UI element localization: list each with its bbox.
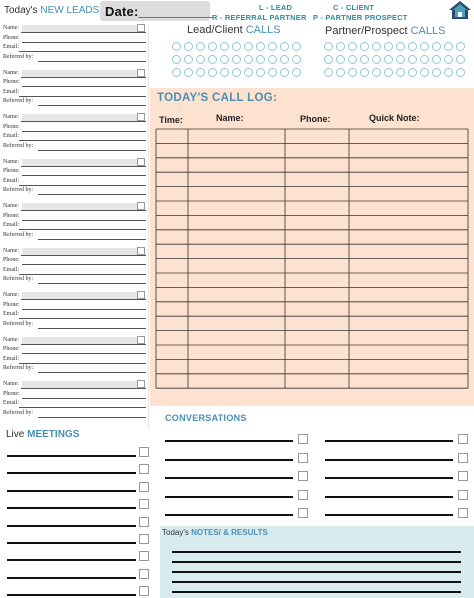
legend-lead: L - LEAD [259,3,293,12]
lead-field-label: Phone: [3,301,20,308]
call-circle[interactable] [244,55,253,64]
meetings-accent: MEETINGS [27,429,80,440]
notes-line[interactable] [172,571,461,573]
meeting-line[interactable] [7,525,136,527]
lead-entry [0,248,148,292]
lead-field-label: Phone: [3,257,20,263]
lead-type-checkbox[interactable] [137,113,145,121]
call-circle[interactable] [372,42,381,51]
call-circle[interactable] [256,68,265,77]
col-time: Time: [159,115,183,125]
call-circle[interactable] [348,55,357,64]
col-quick-note: Quick Note: [369,113,420,123]
lead-type-checkbox[interactable] [137,247,145,255]
conversation-line[interactable] [325,496,453,498]
notes-line[interactable] [172,551,461,553]
lead-field-line[interactable] [22,131,146,132]
call-circle[interactable] [456,68,465,77]
lead-field-label: Phone: [3,79,20,85]
lead-name-highlight [22,70,137,77]
conversation-line[interactable] [165,440,293,442]
house-icon [448,0,472,20]
lead-type-checkbox[interactable] [137,69,145,77]
call-circle[interactable] [336,42,345,51]
call-circle[interactable] [172,42,181,51]
call-circle[interactable] [384,68,393,77]
meeting-checkbox[interactable] [139,551,149,561]
call-circle[interactable] [280,68,289,77]
lead-field-label: Email: [3,400,19,406]
lead-field-label: Referred by: [3,53,34,60]
lead-field-label: Referred by: [3,187,34,193]
meeting-line[interactable] [7,559,136,561]
new-leads-title [4,5,99,16]
meetings-prefix: Live [6,429,25,440]
lead-name-highlight [22,337,137,344]
lead-field-label: Phone: [3,168,20,174]
lead-field-label: Name: [3,158,19,165]
call-circle[interactable] [432,68,441,77]
call-circle[interactable] [444,68,453,77]
meeting-checkbox[interactable] [139,482,149,492]
notes-title [162,528,268,537]
call-circle[interactable] [172,68,181,77]
conversation-line[interactable] [165,459,293,461]
lead-name-highlight [22,114,137,121]
lead-field-line[interactable] [21,121,146,122]
lead-client-calls-accent: CALLS [245,24,281,36]
lead-field-label: Name: [3,69,19,76]
lead-entry [0,337,148,381]
call-circle[interactable] [268,68,277,77]
meeting-checkbox[interactable] [139,586,149,596]
call-circle[interactable] [384,55,393,64]
lead-field-line[interactable] [38,61,146,62]
lead-field-line[interactable] [19,363,146,364]
call-circle[interactable] [348,68,357,77]
meeting-checkbox[interactable] [139,499,149,509]
meeting-checkbox[interactable] [139,447,149,457]
lead-field-line[interactable] [22,220,146,221]
call-circle[interactable] [280,42,289,51]
call-circle[interactable] [220,42,229,51]
lead-field-label: Phone: [3,390,20,397]
lead-field-line[interactable] [21,32,146,33]
call-circle[interactable] [292,55,301,64]
call-circle[interactable] [360,42,369,51]
lead-type-checkbox[interactable] [137,336,145,344]
lead-field-label: Email: [3,133,19,139]
lead-client-calls-prefix: Lead/Client [187,24,243,36]
call-circle[interactable] [372,68,381,77]
call-circle[interactable] [184,68,193,77]
lead-entry [0,25,148,69]
lead-field-line[interactable] [19,274,146,275]
call-log-title: TODAY'S CALL LOG: [157,92,278,104]
lead-field-line[interactable] [21,388,146,389]
lead-field-line[interactable] [22,398,146,399]
col-phone: Phone: [300,114,331,124]
conversation-checkbox[interactable] [298,508,308,518]
lead-field-label: Name: [3,292,19,298]
lead-entry [0,70,148,114]
lead-field-label: Email: [3,311,19,317]
lead-field-line[interactable] [21,255,146,256]
lead-field-line[interactable] [38,150,146,151]
call-circle[interactable] [220,68,229,77]
call-circle[interactable] [360,55,369,64]
call-circle[interactable] [324,42,333,51]
lead-field-line[interactable] [19,185,146,186]
conversation-line[interactable] [165,477,293,479]
lead-field-line[interactable] [38,283,146,284]
lead-field-line[interactable] [21,210,146,211]
call-circle[interactable] [184,55,193,64]
conversation-line[interactable] [325,477,453,479]
call-circle[interactable] [348,42,357,51]
lead-field-label: Referred by: [3,409,34,416]
notes-line[interactable] [172,581,461,583]
lead-type-checkbox[interactable] [137,380,145,388]
call-circle[interactable] [444,42,453,51]
lead-field-line[interactable] [38,417,146,418]
call-circle[interactable] [220,55,229,64]
lead-field-label: Phone: [3,123,20,130]
lead-field-line[interactable] [38,239,146,240]
col-name: Name: [216,113,244,123]
lead-type-checkbox[interactable] [137,24,145,32]
meetings-title [6,429,79,440]
call-circle[interactable] [324,68,333,77]
meeting-checkbox[interactable] [139,464,149,474]
lead-field-label: Referred by: [3,276,34,282]
call-circle[interactable] [336,55,345,64]
call-circle[interactable] [396,68,405,77]
meeting-line[interactable] [7,455,136,457]
call-circle[interactable] [408,68,417,77]
legend-partner-prospect: P - PARTNER PROSPECT [313,13,408,22]
date-label: Date:__________ [105,4,213,19]
lead-field-label: Referred by: [3,320,34,327]
call-circle[interactable] [196,68,205,77]
call-circle[interactable] [408,55,417,64]
lead-field-label: Name: [3,336,19,343]
lead-field-label: Name: [3,247,19,254]
lead-entry [0,381,148,425]
conversation-line[interactable] [165,514,293,516]
call-log-grid[interactable] [150,128,474,397]
call-circle[interactable] [456,55,465,64]
call-circle[interactable] [256,42,265,51]
call-circle[interactable] [420,42,429,51]
notes-line[interactable] [172,591,461,593]
lead-field-label: Email: [3,266,19,273]
lead-field-line[interactable] [38,105,146,106]
lead-field-line[interactable] [19,96,146,97]
notes-accent: NOTES/ & RESULTS [191,528,268,537]
lead-type-checkbox[interactable] [137,291,145,299]
conversation-checkbox[interactable] [458,508,468,518]
lead-field-label: Referred by: [3,365,34,371]
call-circle[interactable] [456,42,465,51]
conversation-checkbox[interactable] [458,490,468,500]
call-circle[interactable] [372,55,381,64]
lead-field-label: Email: [3,177,19,184]
lead-entry [0,292,148,336]
conversation-checkbox[interactable] [298,434,308,444]
conversation-checkbox[interactable] [458,453,468,463]
meeting-line[interactable] [7,507,136,509]
call-circle[interactable] [208,55,217,64]
call-circle[interactable] [336,68,345,77]
lead-field-label: Email: [3,355,19,362]
call-circle[interactable] [396,42,405,51]
lead-field-line[interactable] [38,194,146,195]
lead-field-label: Email: [3,44,19,50]
conversation-checkbox[interactable] [458,471,468,481]
lead-field-line[interactable] [22,353,146,354]
lead-name-highlight [22,25,137,32]
lead-field-line[interactable] [19,51,146,52]
lead-field-line[interactable] [19,407,146,408]
call-circle[interactable] [208,68,217,77]
call-circle[interactable] [232,68,241,77]
meeting-checkbox[interactable] [139,517,149,527]
conversation-line[interactable] [325,514,453,516]
call-circle[interactable] [444,55,453,64]
call-circle[interactable] [384,42,393,51]
lead-type-checkbox[interactable] [137,202,145,210]
lead-name-highlight [22,159,137,166]
conversation-checkbox[interactable] [298,490,308,500]
legend-referral-partner: R - REFERRAL PARTNER [212,13,307,22]
call-circle[interactable] [232,42,241,51]
conversation-checkbox[interactable] [458,434,468,444]
call-circle[interactable] [232,55,241,64]
lead-field-line[interactable] [22,175,146,176]
lead-field-label: Name: [3,381,19,387]
conversation-line[interactable] [325,440,453,442]
conversation-line[interactable] [325,459,453,461]
call-circle[interactable] [292,68,301,77]
lead-field-label: Name: [3,203,19,209]
call-circle[interactable] [420,68,429,77]
call-circle[interactable] [420,55,429,64]
conversations-title: CONVERSATIONS [165,413,247,423]
call-circle[interactable] [256,55,265,64]
lead-field-label: Email: [3,88,19,95]
call-circle[interactable] [244,42,253,51]
partner-calls-prefix: Partner/Prospect [325,25,408,37]
lead-field-label: Referred by: [3,142,34,149]
lead-name-highlight [22,292,137,299]
lead-name-highlight [22,203,137,210]
lead-field-line[interactable] [22,86,146,87]
call-circle[interactable] [280,55,289,64]
meeting-line[interactable] [7,542,136,544]
lead-field-label: Email: [3,222,19,228]
lead-field-line[interactable] [21,344,146,345]
lead-type-checkbox[interactable] [137,158,145,166]
meeting-line[interactable] [7,577,136,579]
call-circle[interactable] [360,68,369,77]
new-leads-accent: NEW LEADS [40,5,100,16]
call-circle[interactable] [432,55,441,64]
lead-field-line[interactable] [22,309,146,310]
column-divider [148,24,149,430]
conversation-checkbox[interactable] [298,453,308,463]
meeting-line[interactable] [7,472,136,474]
lead-field-line[interactable] [19,140,146,141]
call-circle[interactable] [292,42,301,51]
call-circle[interactable] [408,42,417,51]
meeting-checkbox[interactable] [139,534,149,544]
lead-field-label: Name: [3,114,19,120]
lead-field-line[interactable] [19,229,146,230]
lead-field-line[interactable] [22,264,146,265]
lead-name-highlight [22,248,137,255]
lead-field-label: Name: [3,25,19,31]
meeting-line[interactable] [7,490,136,492]
call-circle[interactable] [268,42,277,51]
lead-field-line[interactable] [38,372,146,373]
partner-calls-accent: CALLS [410,25,446,37]
legend-client: C - CLIENT [333,3,375,12]
call-circle[interactable] [184,42,193,51]
lead-field-label: Phone: [3,34,20,41]
call-circle[interactable] [432,42,441,51]
lead-field-label: Referred by: [3,98,34,104]
conversation-checkbox[interactable] [298,471,308,481]
lead-field-line[interactable] [21,166,146,167]
lead-field-line[interactable] [21,77,146,78]
call-circle[interactable] [196,42,205,51]
lead-field-label: Phone: [3,346,20,352]
lead-name-highlight [22,381,137,388]
lead-field-line[interactable] [38,328,146,329]
conversation-line[interactable] [165,496,293,498]
notes-prefix: Today's [162,528,189,537]
new-leads-prefix: Today's [4,5,38,16]
lead-field-line[interactable] [19,318,146,319]
call-circle[interactable] [324,55,333,64]
date-field[interactable] [100,1,213,21]
call-circle[interactable] [208,42,217,51]
lead-field-label: Phone: [3,212,20,219]
meeting-checkbox[interactable] [139,569,149,579]
lead-field-line[interactable] [21,299,146,300]
partner-calls-title [325,25,445,37]
notes-line[interactable] [172,561,461,563]
lead-field-label: Referred by: [3,231,34,238]
lead-entry [0,203,148,247]
lead-entry [0,159,148,203]
lead-client-calls-title [187,24,281,36]
call-circle[interactable] [268,55,277,64]
meeting-line[interactable] [7,594,136,596]
call-circle[interactable] [244,68,253,77]
lead-field-line[interactable] [22,42,146,43]
lead-entry [0,114,148,158]
call-circle[interactable] [196,55,205,64]
call-circle[interactable] [396,55,405,64]
call-circle[interactable] [172,55,181,64]
